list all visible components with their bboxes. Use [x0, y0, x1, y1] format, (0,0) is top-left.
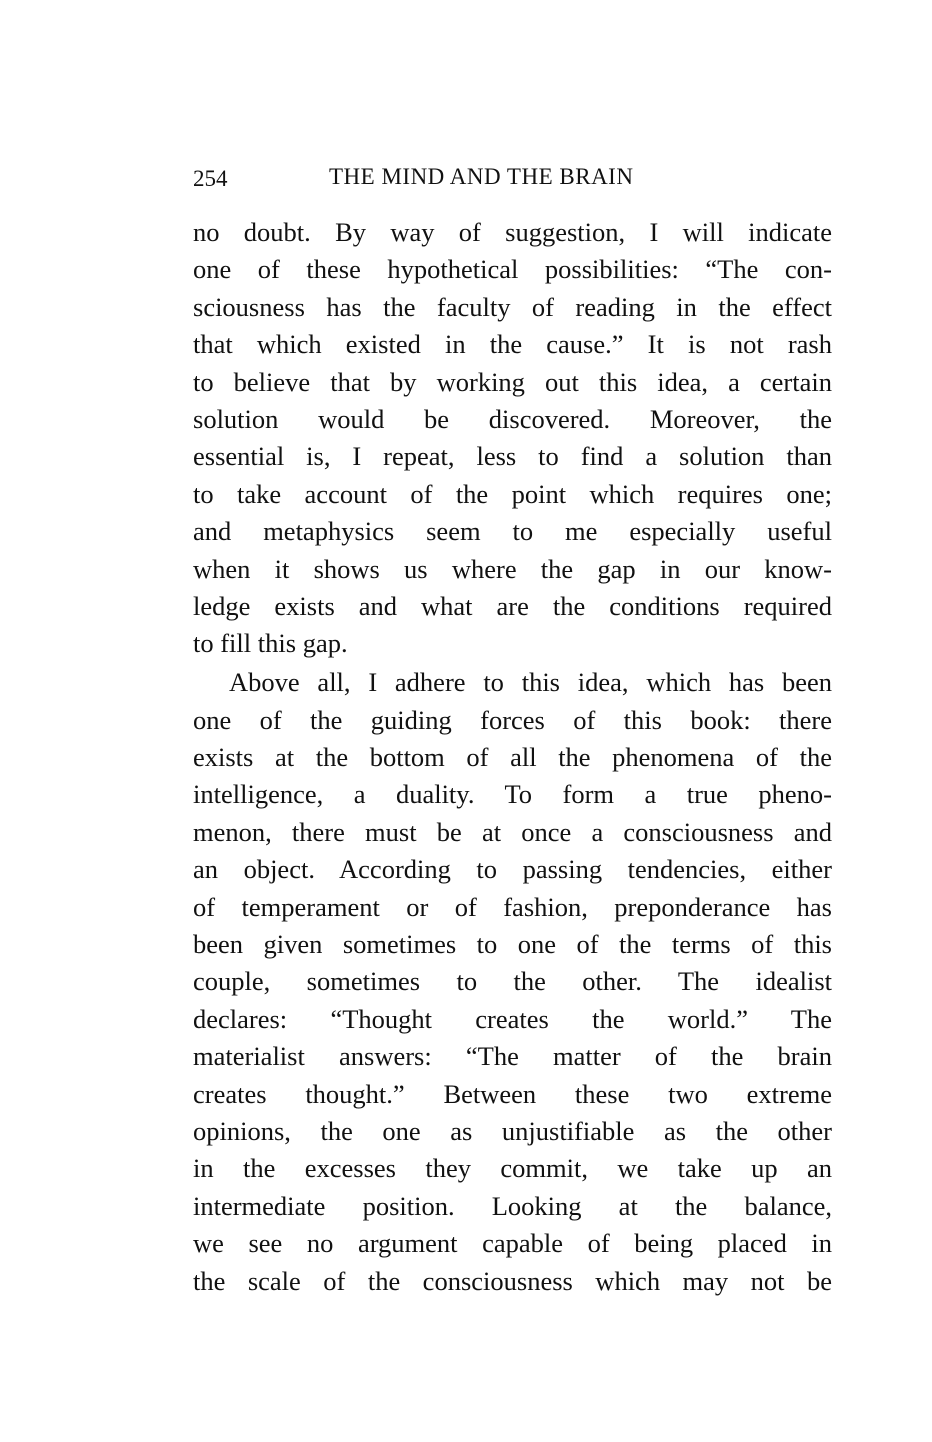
running-title: THE MIND AND THE BRAIN: [329, 164, 634, 189]
running-header: [193, 164, 832, 198]
text-line: creates thought.” Between these two extreme: [193, 1078, 832, 1109]
text-line: been given sometimes to one of the terms of this: [193, 929, 832, 960]
text-line: of temperament or of fashion, preponderance has: [193, 891, 832, 922]
text-line: that which existed in the cause.” It is not rash: [193, 329, 832, 360]
paragraph: [193, 214, 832, 663]
text-line: menon, there must be at once a consciousness and: [193, 816, 832, 847]
text-line: opinions, the one as unjustifiable as the other: [193, 1115, 832, 1146]
text-line: solution would be discovered. Moreover, the: [193, 403, 832, 434]
text-line: in the excesses they commit, we take up an: [193, 1153, 832, 1184]
text-line: one of these hypothetical possibilities: “The con-: [193, 254, 832, 285]
text-line: the scale of the consciousness which may not be: [193, 1265, 832, 1296]
text-line: to fill this gap.: [193, 628, 348, 659]
text-line: when it shows us where the gap in our know-: [193, 553, 832, 584]
text-line: to believe that by working out this idea, a certain: [193, 366, 832, 397]
text-line: to take account of the point which requires one;: [193, 478, 832, 509]
text-line: intelligence, a duality. To form a true pheno-: [193, 779, 832, 810]
text-line: ledge exists and what are the conditions required: [193, 590, 832, 621]
text-line: declares: “Thought creates the world.” The: [193, 1003, 832, 1034]
body-text: [193, 214, 832, 1300]
text-line: exists at the bottom of all the phenomena of the: [193, 742, 832, 773]
text-line: an object. According to passing tendencies, either: [193, 854, 832, 885]
paragraph: [193, 664, 832, 1300]
text-line: intermediate position. Looking at the balance,: [193, 1190, 832, 1221]
page-number: 254: [193, 166, 228, 191]
text-line: essential is, I repeat, less to find a solution than: [193, 441, 832, 472]
text-line: no doubt. By way of suggestion, I will indicate: [193, 217, 832, 247]
text-line: sciousness has the faculty of reading in the effect: [193, 291, 832, 322]
text-line: couple, sometimes to the other. The idealist: [193, 966, 832, 997]
text-line: Above all, I adhere to this idea, which has been: [229, 667, 832, 698]
text-line: one of the guiding forces of this book: there: [193, 704, 832, 735]
text-line: materialist answers: “The matter of the brain: [193, 1041, 832, 1072]
text-line: we see no argument capable of being placed in: [193, 1228, 832, 1259]
text-line: and metaphysics seem to me especially useful: [193, 516, 832, 547]
